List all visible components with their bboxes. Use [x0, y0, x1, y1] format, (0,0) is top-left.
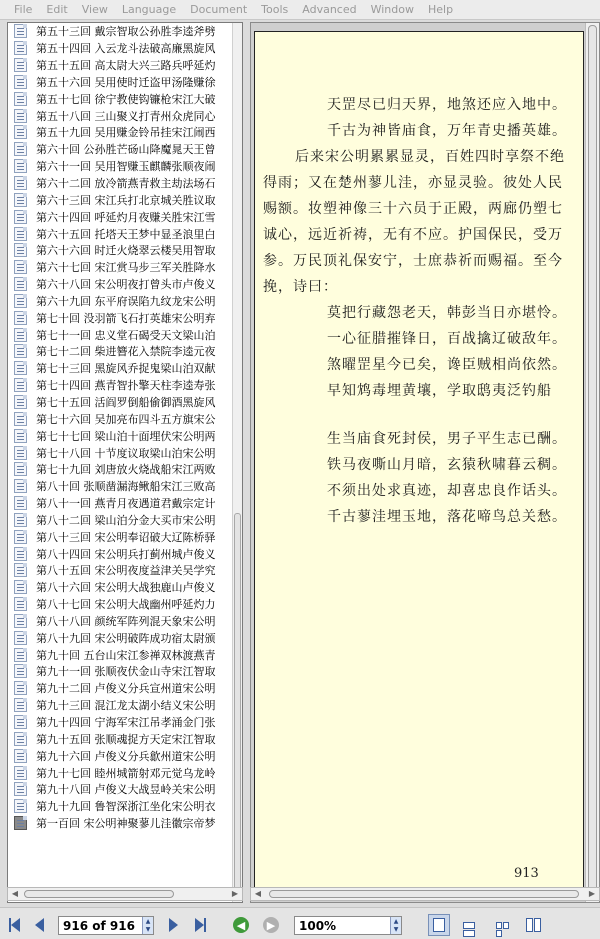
bookmark-item[interactable] [8, 528, 234, 545]
menu-window[interactable]: Window [370, 3, 414, 16]
bookmark-page-icon [14, 75, 27, 89]
bookmark-label: 第八十四回 宋公明兵打蓟州城卢俊义 [36, 547, 216, 561]
continuous-page-icon [463, 922, 475, 929]
bookmark-page-icon [14, 614, 27, 628]
scrollbar-thumb[interactable] [269, 890, 579, 898]
bookmark-item[interactable] [8, 175, 234, 192]
bookmark-item[interactable] [8, 343, 234, 360]
page-number-value[interactable]: 916 of 916 [63, 918, 135, 933]
facing-continuous-view-button[interactable] [488, 914, 510, 936]
scroll-left-arrow-icon[interactable]: ◀ [11, 889, 19, 898]
bookmark-item[interactable] [8, 663, 234, 680]
bookmark-item[interactable] [8, 208, 234, 225]
bookmark-item[interactable] [8, 326, 234, 343]
bookmark-label: 第五十八回 三山聚义打青州众虎同心 [36, 109, 216, 123]
menu-file[interactable]: File [14, 3, 33, 16]
bookmark-item[interactable] [8, 225, 234, 242]
bookmark-page-icon [14, 446, 27, 460]
bookmark-label: 第六十一回 吴用智赚玉麒麟张顺夜闹 [36, 160, 216, 174]
bookmark-page-icon [14, 513, 27, 527]
bookmark-item[interactable] [8, 680, 234, 697]
bookmark-item[interactable] [8, 360, 234, 377]
back-icon[interactable]: ◀ [232, 916, 250, 934]
document-horizontal-scrollbar[interactable] [250, 887, 600, 901]
bookmark-item[interactable] [8, 259, 234, 276]
bookmark-label: 第八十一回 燕青月夜遇道君戴宗定计 [36, 497, 216, 511]
bookmark-label: 第五十九回 吴用赚金铃吊挂宋江闹西 [36, 126, 216, 140]
bookmark-page-icon [14, 648, 27, 662]
bookmark-label: 第七十九回 刘唐放火烧战船宋江两败 [36, 463, 216, 477]
scroll-right-arrow-icon[interactable]: ▶ [231, 889, 239, 898]
bookmark-page-icon [14, 479, 27, 493]
menu-document[interactable]: Document [190, 3, 248, 16]
bookmark-label: 第六十九回 东平府误陷九纹龙宋公明 [36, 294, 216, 308]
bookmark-item[interactable] [8, 697, 234, 714]
bookmark-page-icon [14, 109, 27, 123]
bookmark-item[interactable] [8, 646, 234, 663]
first-page-icon[interactable] [6, 916, 22, 934]
bookmark-label: 第七十三回 黑旋风乔捉鬼梁山泊双献 [36, 362, 216, 376]
bookmark-label: 第九十八回 卢俊义大战昱岭关宋公明 [36, 783, 216, 797]
bookmark-item[interactable] [8, 158, 234, 175]
poem-line: 生当庙食死封侯，男子平生志已酬。 [327, 431, 567, 447]
facing-view-button[interactable] [518, 914, 540, 936]
scrollbar-thumb[interactable] [588, 25, 597, 895]
bookmark-page-icon [14, 732, 27, 746]
previous-page-icon[interactable] [32, 916, 46, 934]
bookmark-label: 第六十四回 呼延灼月夜赚关胜宋江雪 [36, 210, 216, 224]
scrollbar-thumb[interactable] [24, 890, 174, 898]
bookmark-page-icon [14, 92, 27, 106]
zoom-field[interactable] [294, 916, 402, 935]
bookmark-label: 第八十二回 梁山泊分金大买市宋公明 [36, 513, 216, 527]
bookmark-page-icon [14, 294, 27, 308]
bookmark-page-icon [14, 125, 27, 139]
menu-bar [0, 0, 600, 20]
scroll-left-arrow-icon[interactable]: ◀ [254, 889, 262, 898]
bookmark-page-icon [14, 547, 27, 561]
bookmark-label: 第八十回 张顺凿漏海鳅船宋江三败高 [36, 480, 216, 494]
text-line: 赐额。妆塑神像三十六员于正殿，两廊仍塑七 [263, 201, 563, 217]
bookmark-item[interactable] [8, 545, 234, 562]
bookmark-item[interactable] [8, 107, 234, 124]
menu-language[interactable]: Language [121, 3, 177, 16]
poem-line: 一心征腊摧锋日，百战擒辽破敌年。 [327, 331, 567, 347]
bookmark-label: 第七十八回 十节度议取梁山泊宋公明 [36, 446, 216, 460]
bookmark-label: 第六十七回 宋江赏马步三军关胜降水 [36, 261, 216, 275]
last-page-icon[interactable] [192, 916, 208, 934]
facing-page-icon [526, 918, 533, 932]
bookmark-label: 第一百回 宋公明神聚蓼儿洼徽宗帝梦 [36, 817, 216, 831]
bookmarks-panel [7, 22, 243, 903]
bookmark-item[interactable] [8, 596, 234, 613]
bookmark-page-icon [14, 749, 27, 763]
bookmark-label: 第七十回 没羽箭飞石打英雄宋公明弃 [36, 311, 216, 325]
page-number: 913 [514, 866, 539, 881]
bookmark-page-icon [14, 311, 27, 325]
bookmark-page-icon [14, 631, 27, 645]
bookmark-label: 第五十三回 戴宗智取公孙胜李逵斧劈 [36, 25, 216, 39]
bookmark-item[interactable] [8, 410, 234, 427]
document-view [250, 22, 600, 903]
bookmark-item[interactable] [8, 714, 234, 731]
bookmark-label: 第六十二回 放冷箭燕青救主劫法场石 [36, 177, 216, 191]
text-line: 千古为神皆庙食，万年青史播英雄。 [327, 123, 567, 139]
bookmark-item[interactable] [8, 495, 234, 512]
bookmark-list [8, 23, 234, 902]
bookmark-item[interactable] [8, 57, 234, 74]
bookmark-label: 第五十五回 高太尉大兴三路兵呼延灼 [36, 59, 216, 73]
bookmark-label: 第六十五回 托塔天王梦中显圣浪里白 [36, 227, 216, 241]
spin-down-icon[interactable]: ▼ [393, 925, 399, 933]
bookmark-item[interactable] [8, 511, 234, 528]
bookmark-item[interactable] [8, 461, 234, 478]
bookmark-item[interactable] [8, 579, 234, 596]
bookmark-page-icon [14, 681, 27, 695]
text-line: 天罡尽已归天界，地煞还应入地中。 [327, 97, 567, 113]
spin-up-icon[interactable]: ▲ [145, 917, 151, 925]
bookmark-page-icon [14, 41, 27, 55]
bookmark-item[interactable] [8, 276, 234, 293]
bookmark-item[interactable] [8, 730, 234, 747]
bookmark-label: 第七十二回 柴进簪花入禁院李逵元夜 [36, 345, 216, 359]
bookmark-page-icon [14, 142, 27, 156]
text-line: 参。万民顶礼保安宁，士庶恭祈而赐福。至今 [263, 253, 563, 269]
bookmark-page-icon [14, 799, 27, 813]
bookmark-label: 第五十四回 入云龙斗法破高廉黑旋风 [36, 42, 216, 56]
facing-continuous-icon [496, 922, 502, 929]
bookmarks-vertical-scrollbar[interactable] [232, 23, 242, 902]
bookmark-page-icon [14, 378, 27, 392]
bookmark-label: 第八十七回 宋公明大战幽州呼延灼力 [36, 598, 216, 612]
bookmark-page-icon [14, 344, 27, 358]
next-page-icon[interactable] [166, 916, 180, 934]
text-line: 后来宋公明累累显灵，百姓四时享祭不绝 [295, 149, 565, 165]
bookmark-page-icon [14, 782, 27, 796]
bookmark-page-icon [14, 159, 27, 173]
single-page-view-button[interactable] [428, 914, 450, 936]
document-page [254, 31, 584, 891]
continuous-view-button[interactable] [458, 914, 480, 936]
bookmark-label: 第九十一回 张顺夜伏金山寺宋江智取 [36, 665, 216, 679]
bookmark-item[interactable] [8, 141, 234, 158]
bookmark-item[interactable] [8, 815, 234, 832]
bookmark-page-icon [14, 429, 27, 443]
bookmark-page-icon [14, 176, 27, 190]
document-vertical-scrollbar[interactable] [585, 23, 599, 902]
bookmark-label: 第九十五回 张顺魂捉方天定宋江智取 [36, 732, 216, 746]
navigation-toolbar [0, 907, 600, 939]
menu-tools[interactable]: Tools [261, 3, 289, 16]
bookmark-item[interactable] [8, 309, 234, 326]
bookmark-label: 第九十回 五台山宋江参禅双林渡燕青 [36, 648, 216, 662]
bookmark-page-icon [14, 412, 27, 426]
bookmark-label: 第八十三回 宋公明奉诏破大辽陈桥驿 [36, 530, 216, 544]
bookmark-page-icon [14, 715, 27, 729]
forward-icon[interactable]: ▶ [262, 916, 280, 934]
bookmark-label: 第八十五回 宋公明夜度益津关吴学究 [36, 564, 216, 578]
bookmark-page-icon [14, 260, 27, 274]
scroll-right-arrow-icon[interactable]: ▶ [588, 889, 596, 898]
bookmark-item[interactable] [8, 293, 234, 310]
bookmark-page-icon [14, 766, 27, 780]
bookmark-page-icon [14, 395, 27, 409]
scrollbar-thumb[interactable] [234, 513, 241, 893]
bookmark-page-icon [14, 698, 27, 712]
bookmark-page-icon [14, 210, 27, 224]
bookmark-label: 第六十回 公孙胜芒砀山降魔晁天王曾 [36, 143, 216, 157]
menu-view[interactable]: View [81, 3, 108, 16]
menu-advanced[interactable]: Advanced [302, 3, 357, 16]
bookmark-page-icon [14, 361, 27, 375]
bookmark-item[interactable] [8, 191, 234, 208]
bookmark-page-icon [14, 580, 27, 594]
bookmarks-horizontal-scrollbar[interactable] [7, 887, 243, 901]
bookmark-item[interactable] [8, 798, 234, 815]
bookmark-label: 第六十三回 宋江兵打北京城关胜议取 [36, 193, 216, 207]
poem-line: 铁马夜嘶山月暗，玄猿秋啸暮云稠。 [327, 457, 567, 473]
bookmark-label: 第八十八回 颜统军阵列混天象宋公明 [36, 614, 216, 628]
bookmark-page-icon [14, 277, 27, 291]
bookmark-item[interactable] [8, 23, 234, 40]
bookmark-label: 第八十九回 宋公明破阵成功宿太尉颁 [36, 631, 216, 645]
bookmark-item[interactable] [8, 242, 234, 259]
bookmark-label: 第九十七回 睦州城箭射邓元觉乌龙岭 [36, 766, 216, 780]
bookmark-label: 第九十九回 鲁智深浙江坐化宋公明衣 [36, 800, 216, 814]
bookmark-page-icon [14, 24, 27, 38]
bookmark-item[interactable] [8, 74, 234, 91]
single-page-icon [433, 918, 445, 932]
page-spinner[interactable] [142, 917, 153, 934]
bookmark-item[interactable] [8, 444, 234, 461]
bookmark-label: 第八十六回 宋公明大战独鹿山卢俊义 [36, 581, 216, 595]
bookmark-label: 第五十六回 吴用使时迁盗甲汤隆赚徐 [36, 75, 216, 89]
menu-edit[interactable]: Edit [46, 3, 68, 16]
bookmark-page-icon [14, 496, 27, 510]
menu-help[interactable]: Help [427, 3, 454, 16]
spin-down-icon[interactable]: ▼ [145, 925, 151, 933]
bookmark-page-icon [14, 530, 27, 544]
bookmark-page-icon [14, 58, 27, 72]
bookmark-label: 第九十四回 宁海军宋江吊孝涌金门张 [36, 716, 216, 730]
bookmark-page-icon [14, 462, 27, 476]
bookmark-label: 第九十六回 卢俊义分兵歙州道宋公明 [36, 749, 216, 763]
poem-line: 早知鸩毒埋黄壤，学取鸱夷泛钓船 [327, 383, 552, 399]
bookmark-label: 第七十七回 梁山泊十面埋伏宋公明两 [36, 429, 216, 443]
spin-up-icon[interactable]: ▲ [393, 917, 399, 925]
bookmark-page-icon [14, 328, 27, 342]
bookmark-label: 第六十六回 时迁火烧翠云楼吴用智取 [36, 244, 216, 258]
zoom-value[interactable]: 100% [299, 918, 337, 933]
poem-line: 莫把行藏怨老天，韩彭当日亦堪怜。 [327, 305, 567, 321]
poem-line: 千古蓼洼埋玉地，落花啼鸟总关愁。 [327, 509, 567, 525]
bookmark-item[interactable] [8, 613, 234, 630]
text-line: 得雨；又在楚州蓼儿洼，亦显灵验。彼处人民 [263, 175, 563, 191]
bookmark-label: 第九十三回 混江龙太湖小结义宋公明 [36, 699, 216, 713]
page-number-field[interactable] [58, 916, 154, 935]
bookmark-item[interactable] [8, 747, 234, 764]
bookmark-item[interactable] [8, 377, 234, 394]
bookmark-label: 第七十五回 活阎罗倒船偷御酒黑旋风 [36, 395, 216, 409]
bookmark-item[interactable] [8, 124, 234, 141]
bookmark-label: 第六十八回 宋公明夜打曾头市卢俊义 [36, 278, 216, 292]
bookmark-item[interactable] [8, 781, 234, 798]
bookmark-item[interactable] [8, 478, 234, 495]
bookmark-page-icon [14, 243, 27, 257]
poem-line: 不须出处求真迹，却喜忠良作话头。 [327, 483, 567, 499]
bookmark-item[interactable] [8, 40, 234, 57]
bookmark-page-icon [14, 563, 27, 577]
poem-line: 煞曜罡星今已矣，谗臣贼相尚依然。 [327, 357, 567, 373]
bookmark-page-icon [14, 193, 27, 207]
bookmark-label: 第五十七回 徐宁教使钩镰枪宋江大破 [36, 92, 216, 106]
bookmark-item[interactable] [8, 427, 234, 444]
bookmark-page-icon [14, 664, 27, 678]
bookmark-item[interactable] [8, 562, 234, 579]
bookmark-item[interactable] [8, 764, 234, 781]
bookmark-page-icon [14, 816, 27, 830]
bookmark-page-icon [14, 227, 27, 241]
text-line: 挽，诗曰： [263, 279, 338, 295]
zoom-spinner[interactable] [390, 917, 401, 934]
bookmark-page-icon [14, 597, 27, 611]
bookmark-label: 第七十四回 燕青智扑擎天柱李逵寿张 [36, 379, 216, 393]
bookmark-item[interactable] [8, 394, 234, 411]
bookmark-item[interactable] [8, 629, 234, 646]
bookmark-label: 第九十二回 卢俊义分兵宣州道宋公明 [36, 682, 216, 696]
bookmark-item[interactable] [8, 90, 234, 107]
text-line: 诚心，远近祈祷，无有不应。护国保民，受万 [263, 227, 563, 243]
bookmark-label: 第七十六回 吴加亮布四斗五方旗宋公 [36, 412, 216, 426]
bookmark-label: 第七十一回 忠义堂石碣受天文梁山泊 [36, 328, 216, 342]
